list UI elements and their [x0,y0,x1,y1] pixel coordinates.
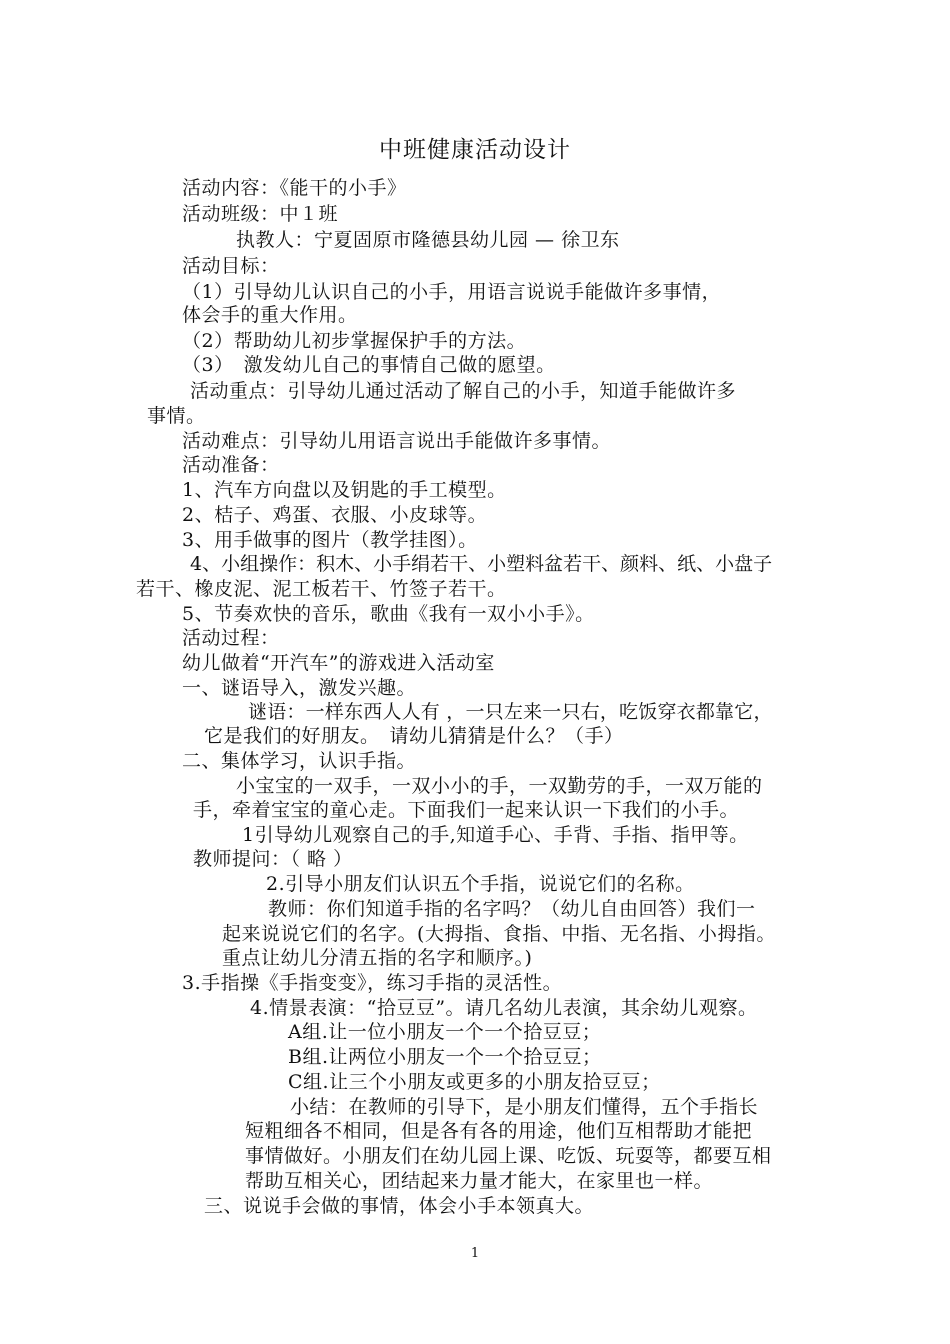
group-c: C组.让三个小朋友或更多的小朋友拾豆豆； [288,1071,661,1093]
rhyme-line-1: 小宝宝的一双手，一双小小的手，一双勤劳的手，一双万能的 [236,775,763,797]
goal-3: （3） 激发幼儿自己的事情自己做的愿望。 [182,354,556,376]
document-title: 中班健康活动设计 [379,137,571,163]
activity-class: 活动班级：中１班 [182,203,339,225]
goal-2: （2）帮助幼儿初步掌握保护手的方法。 [182,330,527,352]
prep-4-cont: 若干、橡皮泥、泥工板若干、竹签子若干。 [136,578,507,600]
step-2: 2.引导小朋友们认识五个手指，说说它们的名称。 [266,873,695,895]
rhyme-line-2: 手，牵着宝宝的童心走。下面我们一起来认识一下我们的小手。 [193,799,740,821]
activity-content: 活动内容：《能干的小手》 [182,177,407,199]
prep-1: 1、汽车方向盘以及钥匙的手工模型。 [182,479,507,501]
focus-point-cont: 事情。 [147,405,206,427]
process-intro: 幼儿做着“开汽车”的游戏进入活动室 [182,652,495,674]
goal-1: （1）引导幼儿认识自己的小手，用语言说说手能做许多事情， [182,281,722,303]
summary-line-4: 帮助互相关心，团结起来力量才能大，在家里也一样。 [245,1170,714,1192]
preparation-heading: 活动准备： [182,454,280,476]
prep-5: 5、节奏欢快的音乐，歌曲《我有一双小小手》。 [182,603,595,625]
step-1: 1引导幼儿观察自己的手,知道手心、手背、手指、指甲等。 [242,824,749,846]
page-number: 1 [470,1246,480,1261]
step-3: 3.手指操《手指变变》，练习手指的灵活性。 [182,972,563,994]
summary-line-2: 短粗细各不相同，但是各有各的用途，他们互相帮助才能把 [245,1120,753,1142]
riddle-line-1: 谜语：一样东西人人有 ，一只左来一只右，吃饭穿衣都靠它， [248,701,773,723]
focus-point: 活动重点：引导幼儿通过活动了解自己的小手，知道手能做许多 [190,380,737,402]
step-4: 4.情景表演：“拾豆豆”。请几名幼儿表演，其余幼儿观察。 [250,997,758,1019]
step-2-cont-2: 重点让幼儿分清五指的名字和顺序。) [222,947,533,969]
goal-1-cont: 体会手的重大作用。 [182,304,358,326]
prep-3: 3、用手做事的图片（教学挂图）。 [182,529,478,551]
difficulty-point: 活动难点：引导幼儿用语言说出手能做许多事情。 [182,430,612,452]
section-2-heading: 二、集体学习，认识手指。 [182,750,417,772]
group-b: B组.让两位小朋友一个一个拾豆豆； [288,1046,602,1068]
summary-line-1: 小结：在教师的引导下，是小朋友们懂得，五个手指长 [290,1096,759,1118]
teacher-line: 执教人：宁夏固原市隆德县幼儿园 — 徐卫东 [236,229,620,251]
prep-2: 2、桔子、鸡蛋、衣服、小皮球等。 [182,504,488,526]
teacher-question: 教师提问：（ 略 ） [193,848,353,870]
prep-4: 4、小组操作：积木、小手绢若干、小塑料盆若干、颜料、纸、小盘子 [190,553,773,575]
section-1-heading: 一、谜语导入，激发兴趣。 [182,677,417,699]
summary-line-3: 事情做好。小朋友们在幼儿园上课、吃饭、玩耍等，都要互相 [245,1145,772,1167]
step-2-teacher: 教师：你们知道手指的名字吗？（幼儿自由回答）我们一 [268,898,756,920]
section-3-heading: 三、说说手会做的事情，体会小手本领真大。 [204,1195,595,1217]
group-a: A组.让一位小朋友一个一个拾豆豆； [288,1021,602,1043]
process-heading: 活动过程： [182,627,280,649]
step-2-cont-1: 起来说说它们的名字。(大拇指、食指、中指、无名指、小拇指。 [222,923,776,945]
goals-heading: 活动目标： [182,255,280,277]
riddle-line-2: 它是我们的好朋友。 请幼儿猜猜是什么？（手） [204,725,624,747]
